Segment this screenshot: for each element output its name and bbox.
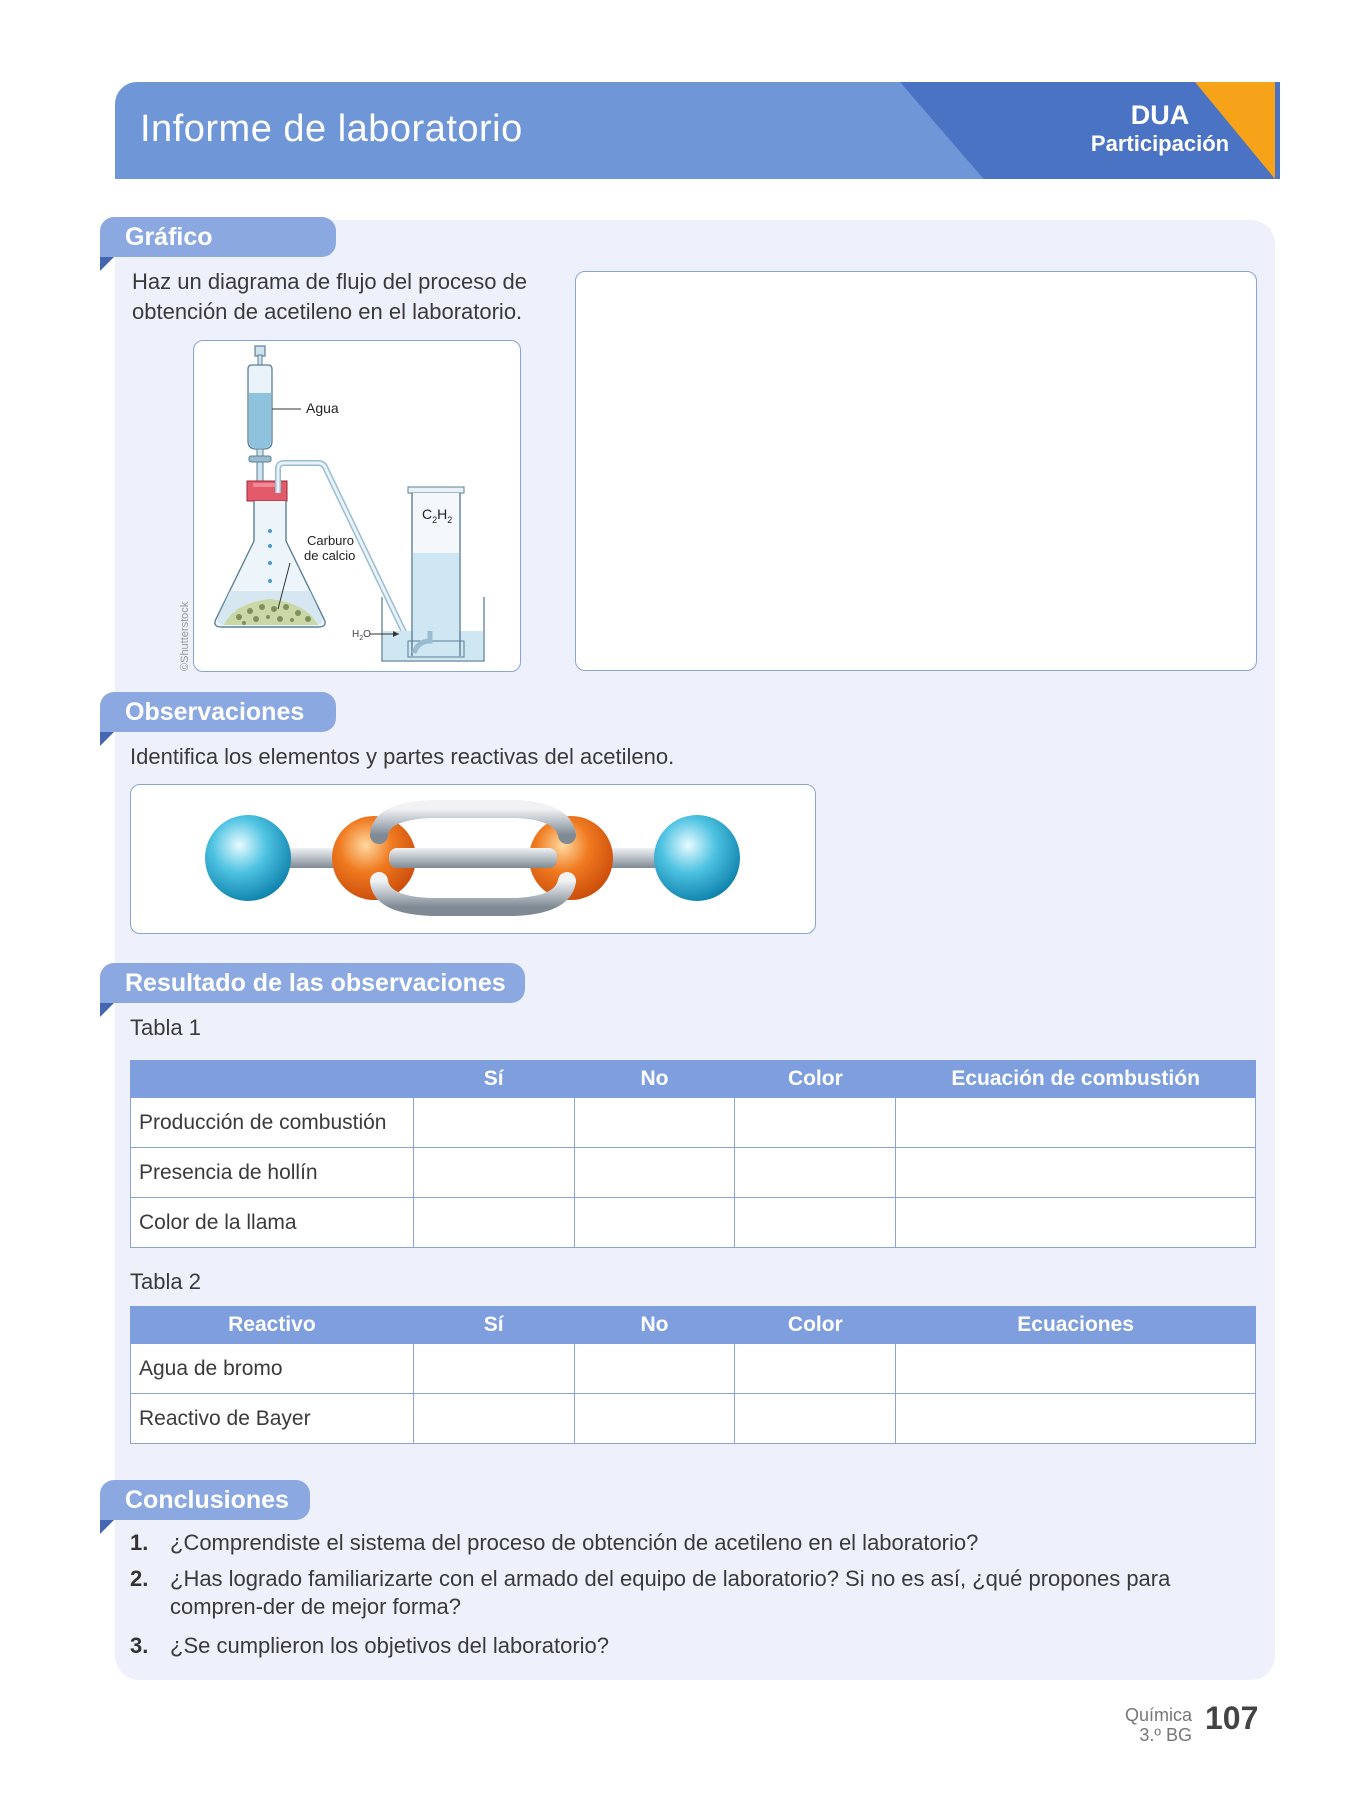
image-credit: ©Shutterstock [179,601,191,671]
grafico-instruction: Haz un diagrama de flujo del proceso de obtención de acetileno en el laboratorio. [132,269,528,324]
table-cell[interactable] [413,1148,574,1198]
tabla1-caption: Tabla 1 [130,1015,201,1040]
tabla2-header-color: Color [735,1307,896,1344]
table-cell[interactable] [896,1344,1256,1394]
table-cell[interactable] [574,1098,735,1148]
label-c2h2-c: C [422,506,433,522]
label-h2o-o: O [363,629,371,640]
tabla2 [130,1306,1256,1444]
tabla1-header-ecuacion: Ecuación de combustión [896,1061,1256,1098]
label-h2o-h: H [352,629,360,640]
lab-apparatus-illustration [179,341,520,671]
list-item-text: ¿Se cumplieron los objetivos del laboratorio? [170,1633,610,1658]
table-row [131,1394,1256,1444]
acetylene-model-image [130,784,816,934]
dua-badge-subtitle: Participación [1090,131,1230,156]
table-cell[interactable] [413,1394,574,1444]
table-row [131,1098,1256,1148]
tabla2-caption: Tabla 2 [130,1269,201,1294]
tabla1-row-label: Producción de combustión [131,1098,414,1148]
page-title: Informe de laboratorio [140,108,523,150]
section-tab-grafico: Gráfico [100,217,336,257]
section-tab-conclusiones: Conclusiones [100,1480,310,1520]
header-banner [115,82,1275,179]
table-cell[interactable] [574,1394,735,1444]
table-cell[interactable] [735,1394,896,1444]
list-item-number: 1. [130,1530,149,1555]
flowchart-drawing-area[interactable] [575,271,1257,671]
table-cell[interactable] [735,1148,896,1198]
table-row [131,1198,1256,1248]
list-item-text: ¿Comprendiste el sistema del proceso de obtención de acetileno en el laboratorio? [170,1530,979,1555]
table-row [131,1148,1256,1198]
table-cell[interactable] [413,1198,574,1248]
table-cell[interactable] [896,1198,1256,1248]
tabla1-header-no: No [574,1061,735,1098]
label-agua: Agua [306,400,339,416]
table-cell[interactable] [735,1198,896,1248]
table-cell[interactable] [735,1098,896,1148]
table-cell[interactable] [574,1344,735,1394]
list-item-text: ¿Has logrado familiarizarte con el armado del equipo de laboratorio? Si no es así, ¿qué propones para compren-der de mejor forma? [170,1566,1171,1619]
list-item-number: 2. [130,1566,149,1591]
label-c2h2-sub2: 2 [447,515,453,525]
tabla1-row-label: Presencia de hollín [131,1148,414,1198]
label-h2o-sub: 2 [359,635,364,642]
footer-subject-name: Química [1124,1705,1192,1725]
hydrogen-atom-left [205,815,291,901]
acetylene-ball-and-stick-model [131,785,815,933]
table-row [131,1344,1256,1394]
table-cell[interactable] [574,1148,735,1198]
tabla1-header-blank [131,1061,414,1098]
hydrogen-atom-right [654,815,740,901]
dua-badge [1055,100,1265,158]
label-carburo-line2: de calcio [304,548,356,563]
table-cell[interactable] [413,1344,574,1394]
tabla1-row-label: Color de la llama [131,1198,414,1248]
tabla2-header-si: Sí [413,1307,574,1344]
section-tab-observaciones: Observaciones [100,692,336,732]
svg-text:H2O [352,629,371,642]
table-cell[interactable] [413,1098,574,1148]
dua-badge-title: DUA [1130,100,1190,130]
tabla2-row-label: Reactivo de Bayer [131,1394,414,1444]
table-cell[interactable] [896,1098,1256,1148]
table-cell[interactable] [735,1344,896,1394]
table-cell[interactable] [896,1394,1256,1444]
tabla1-header-color: Color [735,1061,896,1098]
tabla2-row-label: Agua de bromo [131,1344,414,1394]
label-carburo-line1: Carburo [307,533,354,548]
table-cell[interactable] [896,1148,1256,1198]
tabla2-header-reactivo: Reactivo [131,1307,414,1344]
table-cell[interactable] [574,1198,735,1248]
section-tab-resultado: Resultado de las observaciones [100,963,525,1003]
list-item-number: 3. [130,1633,149,1658]
tabla1-header-si: Sí [413,1061,574,1098]
tabla2-header-no: No [574,1307,735,1344]
lab-apparatus-image [179,340,521,672]
observaciones-instruction: Identifica los elementos y partes reactivas del acetileno. [130,744,675,769]
label-c2h2-sub1: 2 [432,515,438,525]
page-number: 107 [1205,1700,1259,1736]
footer-subject [1100,1705,1192,1745]
tabla2-header-ecuaciones: Ecuaciones [896,1307,1256,1344]
tabla1 [130,1060,1256,1248]
label-c2h2-h: H [437,506,448,522]
footer-grade: 3.º BG [1139,1725,1192,1745]
